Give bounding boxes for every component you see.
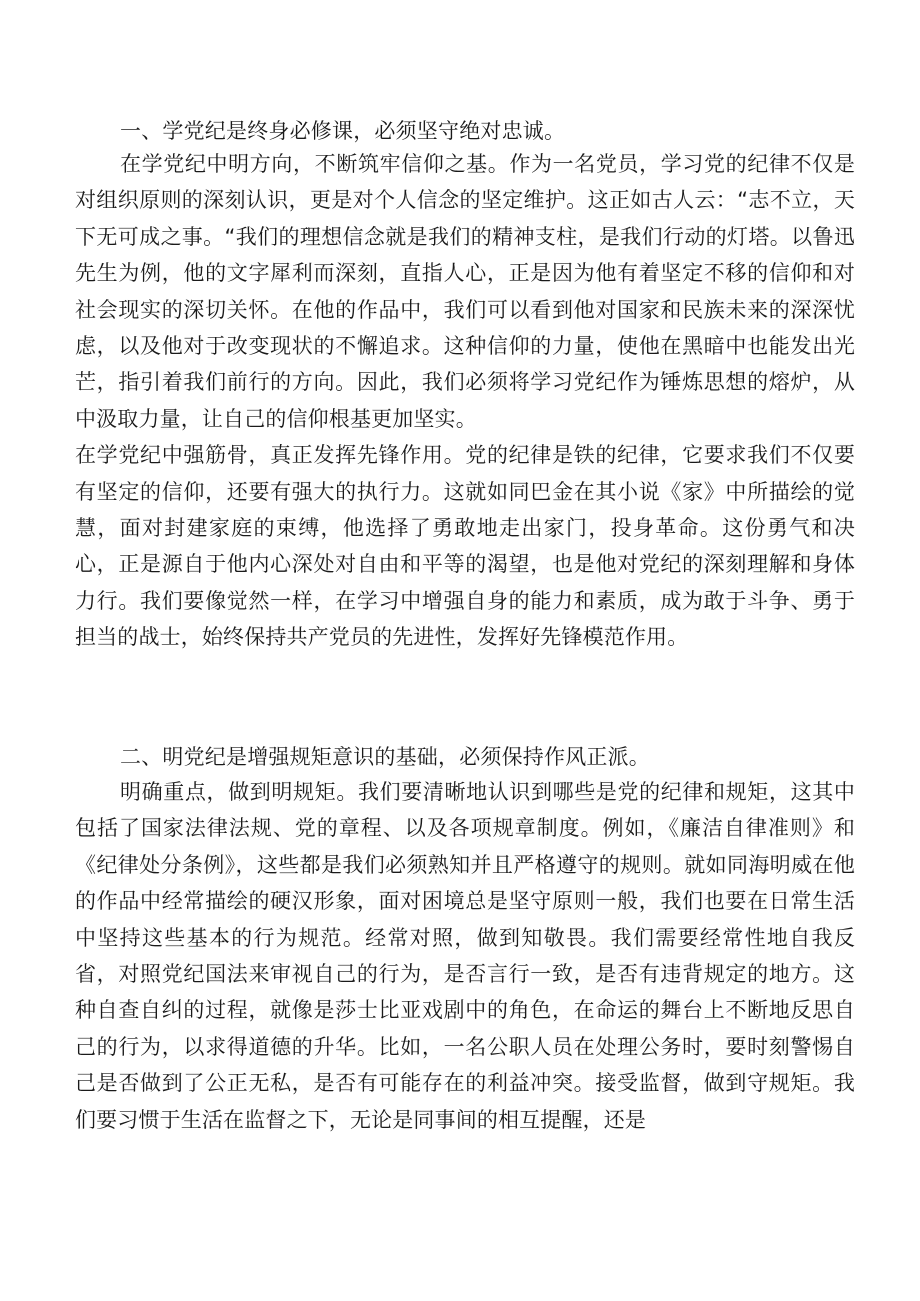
body-paragraph: 在学党纪中强筋骨，真正发挥先锋作用。党的纪律是铁的纪律，它要求我们不仅要有坚定的信仰，还要有强大的执行力。这就如同巴金在其小说《家》中所描绘的觉慧，面对封建家庭的束缚，他选择了勇敢地走出家门，投身革命。这份勇气和决心，正是源自于他内心深处对自由和平等的渴望，也是他对党纪的深刻理解和身体力行。我们要像觉然一样，在学习中增强自身的能力和素质，成为敢于斗争、勇于担当的战士，始终保持共产党员的先进性，发挥好先锋模范作用。 xyxy=(75,443,855,650)
section-body-2 xyxy=(75,774,855,1138)
section-heading-1: 一、学党纪是终身必修课，必须坚守绝对忠诚。 xyxy=(120,119,566,143)
section-heading-2: 二、明党纪是增强规矩意识的基础，必须保持作风正派。 xyxy=(120,745,650,769)
section-body-1 xyxy=(75,146,855,656)
body-paragraph: 明确重点，做到明规矩。我们要清晰地认识到哪些是党的纪律和规矩，这其中包括了国家法律法规、党的章程、以及各项规章制度。例如，《廉洁自律准则》和《纪律处分条例》，这些都是我们必须熟知并且严格遵守的规则。就如同海明威在他的作品中经常描绘的硬汉形象，面对困境总是坚守原则一般，我们也要在日常生活中坚持这些基本的行为规范。经常对照，做到知敬畏。我们需要经常性地自我反省，对照党纪国法来审视自己的行为，是否言行一致，是否有违背规定的地方。这种自查自纠的过程，就像是莎士比亚戏剧中的角色，在命运的舞台上不断地反思自己的行为，以求得道德的升华。比如，一名公职人员在处理公务时，要时刻警惕自己是否做到了公正无私，是否有可能存在的利益冲突。接受监督，做到守规矩。我们要习惯于生活在监督之下，无论是同事间的相互提醒，还是 xyxy=(75,780,855,1132)
body-paragraph: 在学党纪中明方向，不断筑牢信仰之基。作为一名党员，学习党的纪律不仅是对组织原则的深刻认识，更是对个人信念的坚定维护。这正如古人云：“志不立，天下无可成之事。“我们的理想信念就是我们的精神支柱，是我们行动的灯塔。以鲁迅先生为例，他的文字犀利而深刻，直指人心，正是因为他有着坚定不移的信仰和对社会现实的深切关怀。在他的作品中，我们可以看到他对国家和民族未来的深深忧虑，以及他对于改变现状的不懈追求。这种信仰的力量，使他在黑暗中也能发出光芒，指引着我们前行的方向。因此，我们必须将学习党纪作为锤炼思想的熔炉，从中汲取力量，让自己的信仰根基更加坚实。 xyxy=(75,152,855,431)
